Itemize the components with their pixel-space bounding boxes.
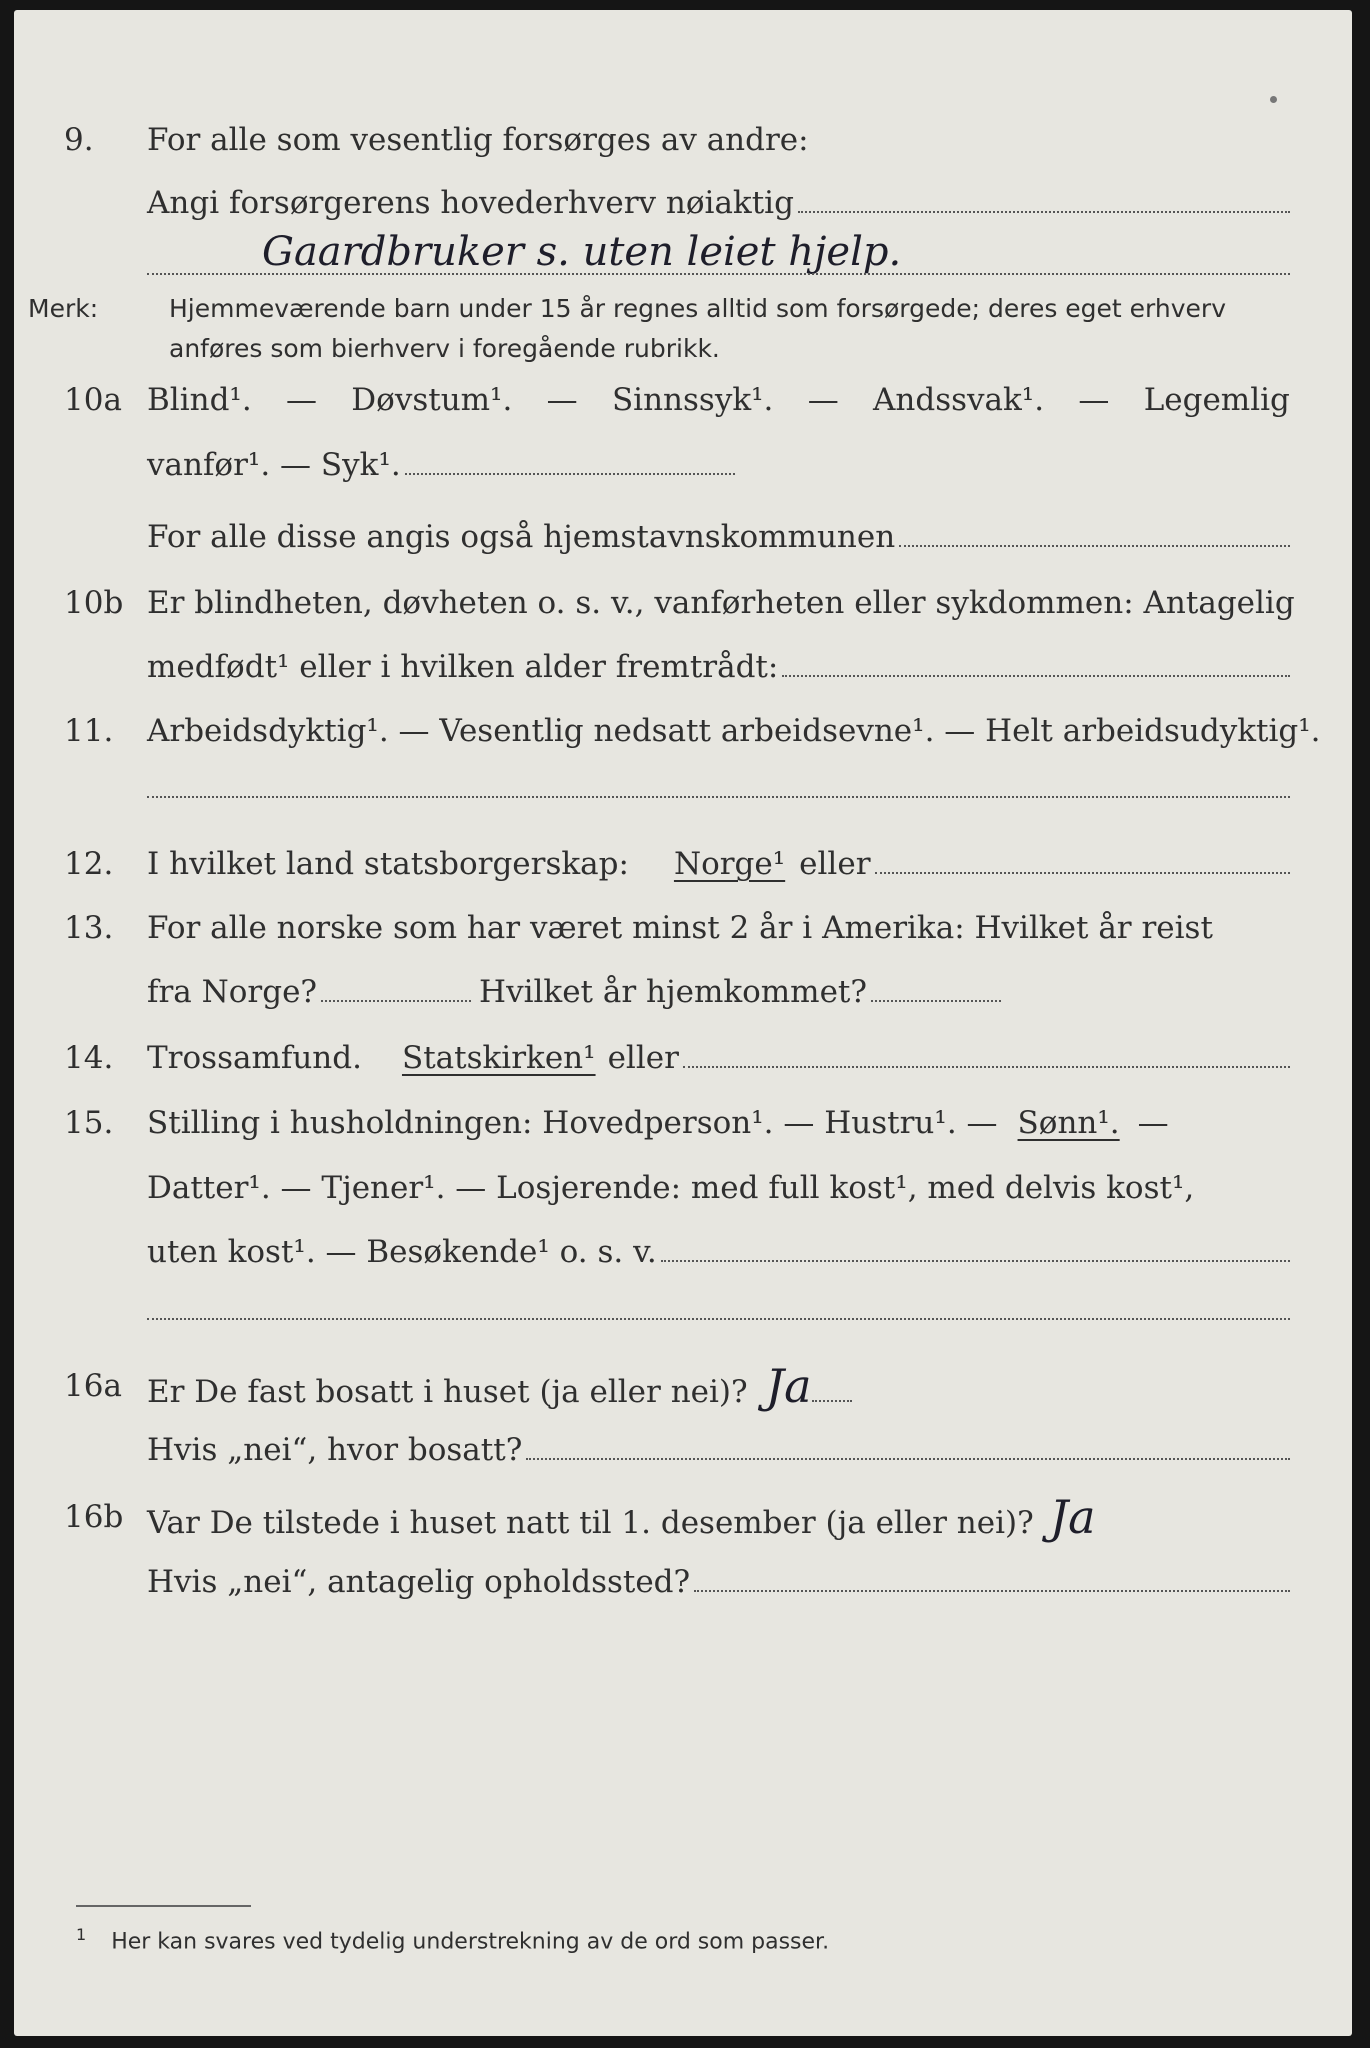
q16a-dotted-line — [526, 1432, 1290, 1460]
q9-number: 9. — [64, 122, 94, 158]
q10a-opt-1[interactable]: Døvstum¹. — [351, 382, 513, 418]
q13-reist-dotted — [321, 974, 471, 1002]
q16a-handwritten-answer[interactable]: Ja — [765, 1359, 812, 1413]
q14-dotted-line — [683, 1040, 1290, 1068]
census-form-page — [14, 10, 1352, 2036]
merk-label: Merk: — [28, 294, 99, 323]
q10a-line3-dotted — [899, 519, 1290, 547]
q16b-handwritten-answer[interactable]: Ja — [1049, 1490, 1096, 1544]
q11-number: 11. — [64, 713, 114, 749]
q13-hjemkommet-dotted — [871, 974, 1001, 1002]
q10a-sep-0: — — [286, 382, 317, 418]
merk-text-1: Hjemmeværende barn under 15 år regnes alltid som forsørgede; deres eget erhverv — [169, 294, 1226, 323]
q15-line3-dotted — [661, 1234, 1290, 1262]
q12-eller: eller — [799, 846, 871, 882]
q10a-opt-0[interactable]: Blind¹. — [147, 382, 252, 418]
q10a-sep-3: — — [1078, 382, 1110, 418]
q14-question: Trossamfund. — [147, 1040, 362, 1076]
q10a-number: 10a — [64, 382, 122, 418]
q16a-question: Er De fast bosatt i huset (ja eller nei)? — [147, 1374, 748, 1410]
q12-option-norge[interactable]: Norge¹ — [673, 846, 786, 882]
q10a-line2-dotted — [405, 447, 735, 475]
q14-number: 14. — [64, 1040, 114, 1076]
q9-answer-dotted-line — [147, 273, 1290, 275]
q15-option-sonn[interactable]: Sønn¹. — [1017, 1105, 1120, 1141]
q14-option-statskirken[interactable]: Statskirken¹ — [401, 1040, 596, 1076]
footnote — [76, 1925, 829, 1954]
footnote-rule — [76, 1905, 251, 1907]
q12-question: I hvilket land statsborgerskap: — [147, 846, 629, 882]
q10b-subquestion: medfødt¹ eller i hvilken alder fremtrådt: — [147, 649, 779, 685]
q16b-number: 16b — [64, 1499, 124, 1535]
q10a-sep-2: — — [807, 382, 839, 418]
q11-question: Arbeidsdyktig¹. — Vesentlig nedsatt arbeidsevne¹. — Helt arbeidsudyktig¹. — [147, 713, 1321, 749]
q10a-opt-2[interactable]: Sinnssyk¹. — [611, 382, 774, 418]
q12-number: 12. — [64, 846, 114, 882]
q10b-dotted-line — [782, 649, 1290, 677]
q10b-question: Er blindheten, døvheten o. s. v., vanførheten eller sykdommen: Antagelig — [147, 585, 1295, 621]
q15-line1-text: Stilling i husholdningen: Hovedperson¹. — Hustru¹. — — [147, 1105, 998, 1141]
q16b-subquestion: Hvis „nei“, antagelig opholdssted? — [147, 1564, 691, 1600]
footnote-text: Her kan svares ved tydelig understrekning av de ord som passer. — [111, 1929, 830, 1955]
q10a-sep-1: — — [546, 382, 578, 418]
q15-line2-text: Datter¹. — Tjener¹. — Losjerende: med full kost¹, med delvis kost¹, — [147, 1170, 1195, 1206]
q16b-question: Var De tilstede i huset natt til 1. desember (ja eller nei)? — [147, 1505, 1034, 1541]
q15-extra-dotted-line — [147, 1318, 1290, 1320]
q16b-dotted-line — [694, 1564, 1290, 1592]
q9-handwritten-answer[interactable]: Gaardbruker s. uten leiet hjelp. — [262, 229, 902, 275]
merk-text-2: anføres som bierhverv i foregående rubrikk. — [169, 334, 720, 363]
q12-dotted-line — [875, 846, 1290, 874]
footnote-mark: 1 — [76, 1925, 87, 1944]
q15-number: 15. — [64, 1105, 114, 1141]
q10a-line2-text: vanfør¹. — Syk¹. — [147, 447, 401, 483]
q9-question: For alle som vesentlig forsørges av andre: — [147, 122, 809, 158]
q14-eller: eller — [607, 1040, 679, 1076]
q16a-number: 16a — [64, 1368, 122, 1404]
q13-number: 13. — [64, 910, 114, 946]
q15-line3-text: uten kost¹. — Besøkende¹ o. s. v. — [147, 1234, 657, 1270]
q15-line1-dash: — — [1137, 1105, 1169, 1141]
q16a-answer-dotted — [812, 1374, 852, 1402]
q11-dotted-line — [147, 796, 1290, 798]
q10a-line3-text: For alle disse angis også hjemstavnskommunen — [147, 519, 896, 555]
paper-speck — [1270, 96, 1277, 103]
q13-reist-label: fra Norge? — [147, 974, 318, 1010]
q13-hjemkommet-label: Hvilket år hjemkommet? — [479, 974, 868, 1010]
q16a-subquestion: Hvis „nei“, hvor bosatt? — [147, 1432, 523, 1468]
q10b-number: 10b — [64, 585, 124, 621]
q10a-opt-3[interactable]: Andssvak¹. — [873, 382, 1045, 418]
q9-subquestion: Angi forsørgerens hovederhverv nøiaktig — [147, 185, 794, 221]
q10a-options — [147, 380, 1290, 420]
q13-question: For alle norske som har været minst 2 år i Amerika: Hvilket år reist — [147, 910, 1213, 946]
q10a-opt-4[interactable]: Legemlig — [1143, 382, 1290, 418]
q9-dotted-line — [798, 185, 1290, 213]
